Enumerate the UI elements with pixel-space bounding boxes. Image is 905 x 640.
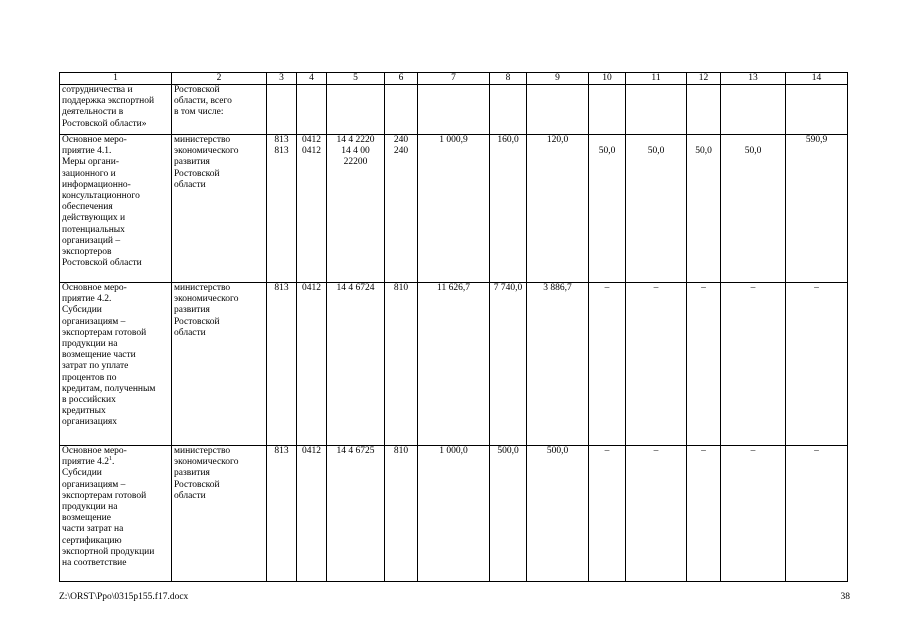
target-article-cell: 14 4 6724 bbox=[327, 283, 385, 446]
value-cell: – bbox=[786, 283, 848, 446]
col-header-7: 7 bbox=[418, 73, 490, 85]
section-code-cell: 0412 bbox=[297, 283, 327, 446]
col-header-4: 4 bbox=[297, 73, 327, 85]
budget-table bbox=[59, 72, 848, 582]
executor-cell: министерство экономического развития Ростовской области bbox=[172, 446, 267, 582]
value-cell: 11 626,7 bbox=[418, 283, 490, 446]
col-header-14: 14 bbox=[786, 73, 848, 85]
executor-cell: министерство экономического развития Ростовской области bbox=[172, 283, 267, 446]
value-cell: – bbox=[589, 283, 626, 446]
expense-type-cell: 810 bbox=[385, 446, 418, 582]
measure-name-cell: Основное меро- приятие 4.2. Субсидии организациям – экспортерам готовой продукции на возмещение части затрат по уплате процентов по кредитам, полученным в российских кредитных организациях bbox=[60, 283, 172, 446]
value-cell: 120,0 bbox=[527, 135, 589, 283]
col-header-11: 11 bbox=[626, 73, 687, 85]
page-number: 38 bbox=[840, 592, 850, 602]
header-row bbox=[60, 73, 848, 85]
table-row bbox=[60, 85, 848, 135]
table-row bbox=[60, 283, 848, 446]
executor-cell: министерство экономического развития Ростовской области bbox=[172, 135, 267, 283]
col-header-5: 5 bbox=[327, 73, 385, 85]
col-header-2: 2 bbox=[172, 73, 267, 85]
expense-type-cell: 810 bbox=[385, 283, 418, 446]
col-header-12: 12 bbox=[687, 73, 721, 85]
value-cell: – bbox=[687, 283, 721, 446]
grbs-code-cell: 813 813 bbox=[267, 135, 297, 283]
executor-cell: Ростовской области, всего в том числе: bbox=[172, 85, 267, 135]
measure-name-cell: Основное меро- приятие 4.1. Меры органи- зационного и информационно- консультационного обеспечения действующих и потенциальных организаций – экспортеров Ростовской области bbox=[60, 135, 172, 283]
grbs-code-cell: 813 bbox=[267, 283, 297, 446]
value-cell: 3 886,7 bbox=[527, 283, 589, 446]
value-cell: – bbox=[786, 446, 848, 582]
value-cell: 590,9 bbox=[786, 135, 848, 283]
target-article-cell: 14 4 6725 bbox=[327, 446, 385, 582]
value-cell: 50,0 bbox=[687, 135, 721, 283]
table-row bbox=[60, 446, 848, 582]
measure-name-cell: Основное меро- приятие $4.2^1$. Субсидии организациям – экспортерам готовой продукции на возмещение части затрат на сертификацию экспортной продукции на соответствие bbox=[60, 446, 172, 582]
col-header-6: 6 bbox=[385, 73, 418, 85]
col-header-13: 13 bbox=[721, 73, 786, 85]
value-cell: 500,0 bbox=[490, 446, 527, 582]
value-cell: – bbox=[589, 446, 626, 582]
target-article-cell: 14 4 2220 14 4 00 22200 bbox=[327, 135, 385, 283]
section-code-cell: 0412 bbox=[297, 446, 327, 582]
col-header-8: 8 bbox=[490, 73, 527, 85]
col-header-9: 9 bbox=[527, 73, 589, 85]
value-cell: – bbox=[626, 446, 687, 582]
program-name-cell: сотрудничества и поддержка экспортной деятельности в Ростовской области» bbox=[60, 85, 172, 135]
value-cell: – bbox=[721, 283, 786, 446]
col-header-1: 1 bbox=[60, 73, 172, 85]
col-header-10: 10 bbox=[589, 73, 626, 85]
value-cell: – bbox=[687, 446, 721, 582]
value-cell: 7 740,0 bbox=[490, 283, 527, 446]
expense-type-cell: 240 240 bbox=[385, 135, 418, 283]
col-header-3: 3 bbox=[267, 73, 297, 85]
value-cell: 1 000,0 bbox=[418, 446, 490, 582]
document-path: Z:\ORST\Ppo\0315p155.f17.docx bbox=[59, 592, 189, 602]
value-cell: 160,0 bbox=[490, 135, 527, 283]
value-cell: 50,0 bbox=[721, 135, 786, 283]
value-cell: 500,0 bbox=[527, 446, 589, 582]
value-cell: 50,0 bbox=[589, 135, 626, 283]
grbs-code-cell: 813 bbox=[267, 446, 297, 582]
table-row bbox=[60, 135, 848, 283]
value-cell: – bbox=[626, 283, 687, 446]
section-code-cell: 0412 0412 bbox=[297, 135, 327, 283]
value-cell: 1 000,9 bbox=[418, 135, 490, 283]
value-cell: – bbox=[721, 446, 786, 582]
value-cell: 50,0 bbox=[626, 135, 687, 283]
